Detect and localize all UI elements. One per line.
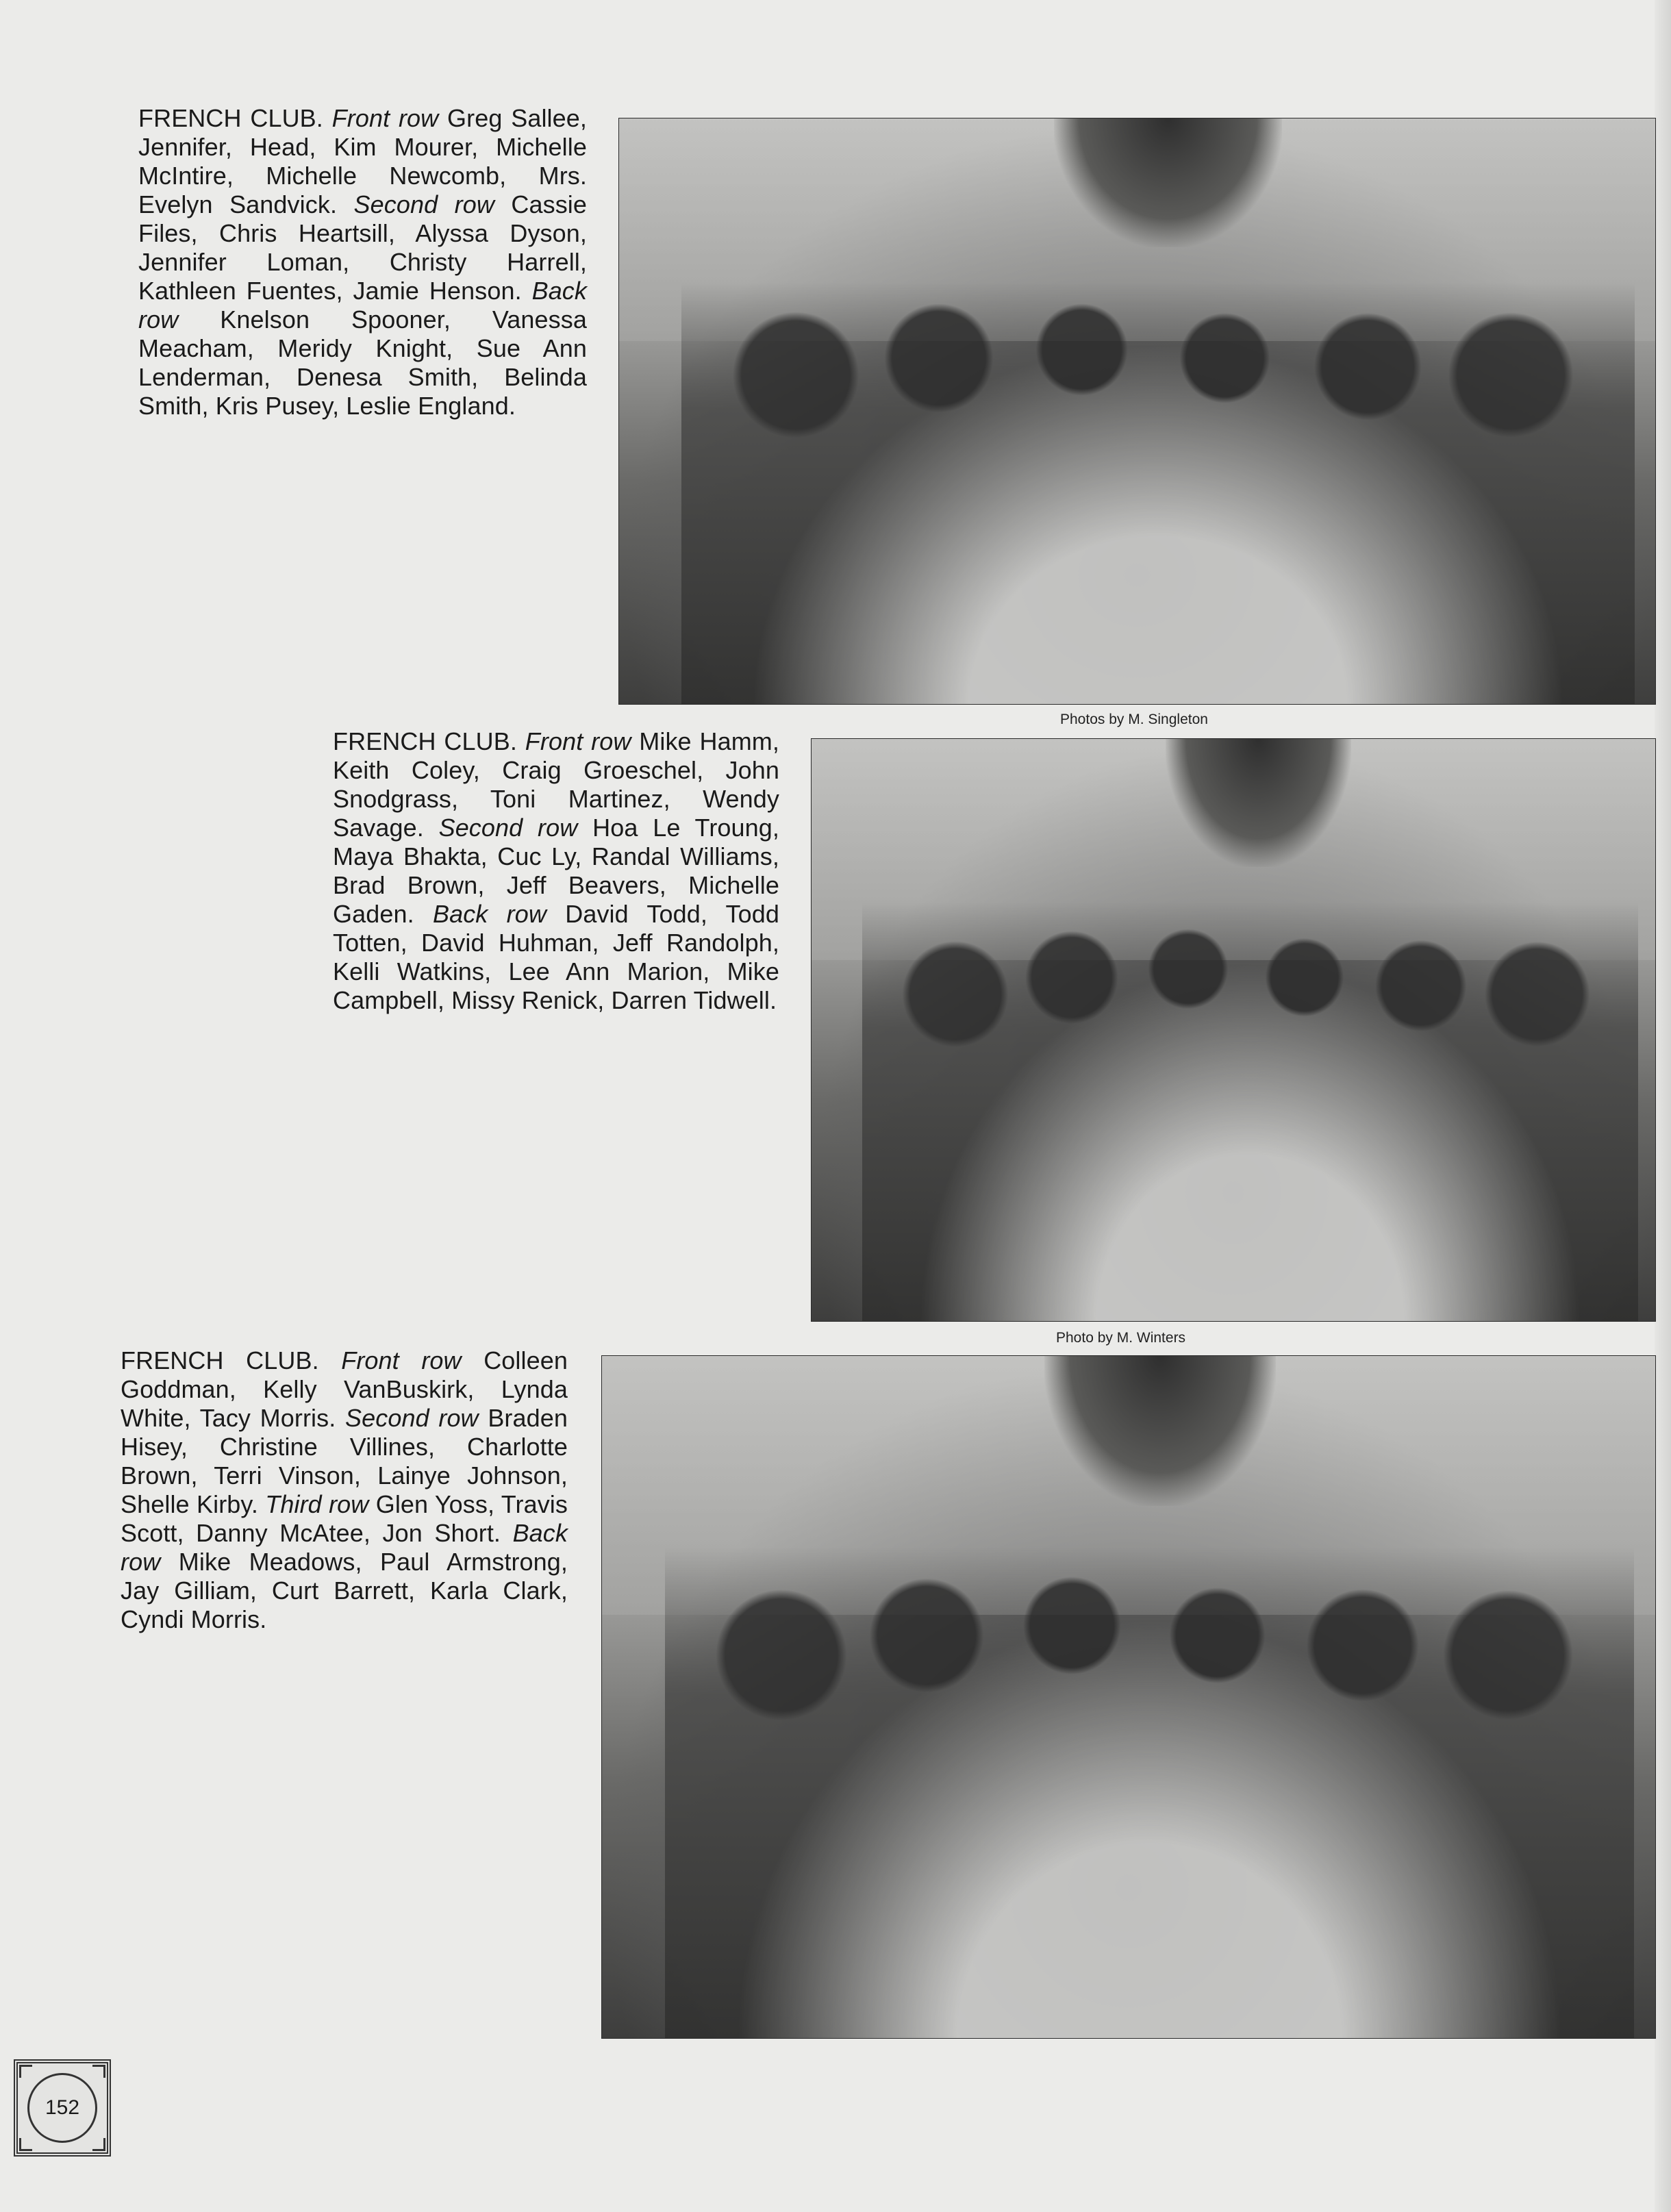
group-photo-3: [601, 1355, 1656, 2039]
photo-mounted-animal: [1166, 739, 1351, 867]
row-label: Second row: [438, 814, 578, 842]
row-names: Greg Sallee, Jennifer, Head, Kim Mourer, Michelle McIntire, Michelle Newcomb, Mrs. Evelyn Sandvick.: [138, 104, 587, 218]
club-name: FRENCH CLUB.: [121, 1346, 319, 1374]
row-names: Glen Yoss, Travis Scott, Danny McAtee, Jon Short.: [121, 1490, 568, 1547]
page-number-box: [14, 2059, 111, 2157]
row-names: Hoa Le Troung, Maya Bhakta, Cuc Ly, Randal Williams, Brad Brown, Jeff Beavers, Michelle Gaden.: [333, 814, 779, 928]
row-names: Mike Hamm, Keith Coley, Craig Groeschel, John Snodgrass, Toni Martinez, Wendy Savage.: [333, 727, 779, 842]
row-label: Front row: [525, 727, 631, 755]
photo-credit-1: Photos by M. Singleton: [1060, 712, 1208, 727]
row-names: Knelson Spooner, Vanessa Meacham, Meridy Knight, Sue Ann Lenderman, Denesa Smith, Belinda Smith, Kris Pusey, Leslie England.: [138, 305, 587, 420]
row-label: Third row: [265, 1490, 369, 1518]
photo-credit-2: Photo by M. Winters: [1056, 1330, 1186, 1346]
row-names: Cassie Files, Chris Heartsill, Alyssa Dyson, Jennifer Loman, Christy Harrell, Kathleen Fuentes, Jamie Henson.: [138, 190, 588, 305]
photo-group-of-students: [862, 902, 1638, 1321]
row-label: Second row: [353, 190, 494, 218]
group-photo-2: [811, 738, 1656, 1322]
row-label: Second row: [345, 1404, 479, 1432]
row-label: Front row: [331, 104, 439, 132]
row-label: Back row: [138, 277, 588, 334]
row-label: Front row: [341, 1346, 462, 1374]
club-name: FRENCH CLUB.: [333, 727, 517, 755]
row-names: Colleen Goddman, Kelly VanBuskirk, Lynda White, Tacy Morris.: [121, 1346, 568, 1432]
page-edge: [1655, 0, 1671, 2212]
photo-group-of-students: [665, 1547, 1634, 2038]
row-label: Back row: [432, 900, 546, 928]
caption-french-club-2: [333, 727, 779, 1015]
page-number: 152: [45, 2096, 80, 2119]
caption-french-club-3: [121, 1346, 568, 1634]
photo-mounted-animal: [1054, 118, 1282, 247]
row-names: Mike Meadows, Paul Armstrong, Jay Gilliam, Curt Barrett, Karla Clark, Cyndi Morris.: [121, 1548, 568, 1633]
group-photo-1: [618, 118, 1656, 705]
row-names: Braden Hisey, Christine Villines, Charlotte Brown, Terri Vinson, Lainye Johnson, Shelle Kirby.: [121, 1404, 568, 1518]
page-number-circle: [27, 2073, 97, 2143]
photo-group-of-students: [681, 282, 1635, 704]
row-names: David Todd, Todd Totten, David Huhman, Jeff Randolph, Kelli Watkins, Lee Ann Marion, Mike Campbell, Missy Renick, Darren Tidwell.: [333, 900, 780, 1014]
club-name: FRENCH CLUB.: [138, 104, 323, 132]
row-label: Back row: [121, 1519, 568, 1576]
caption-french-club-1: [138, 104, 587, 420]
photo-mounted-animal: [1044, 1356, 1276, 1506]
